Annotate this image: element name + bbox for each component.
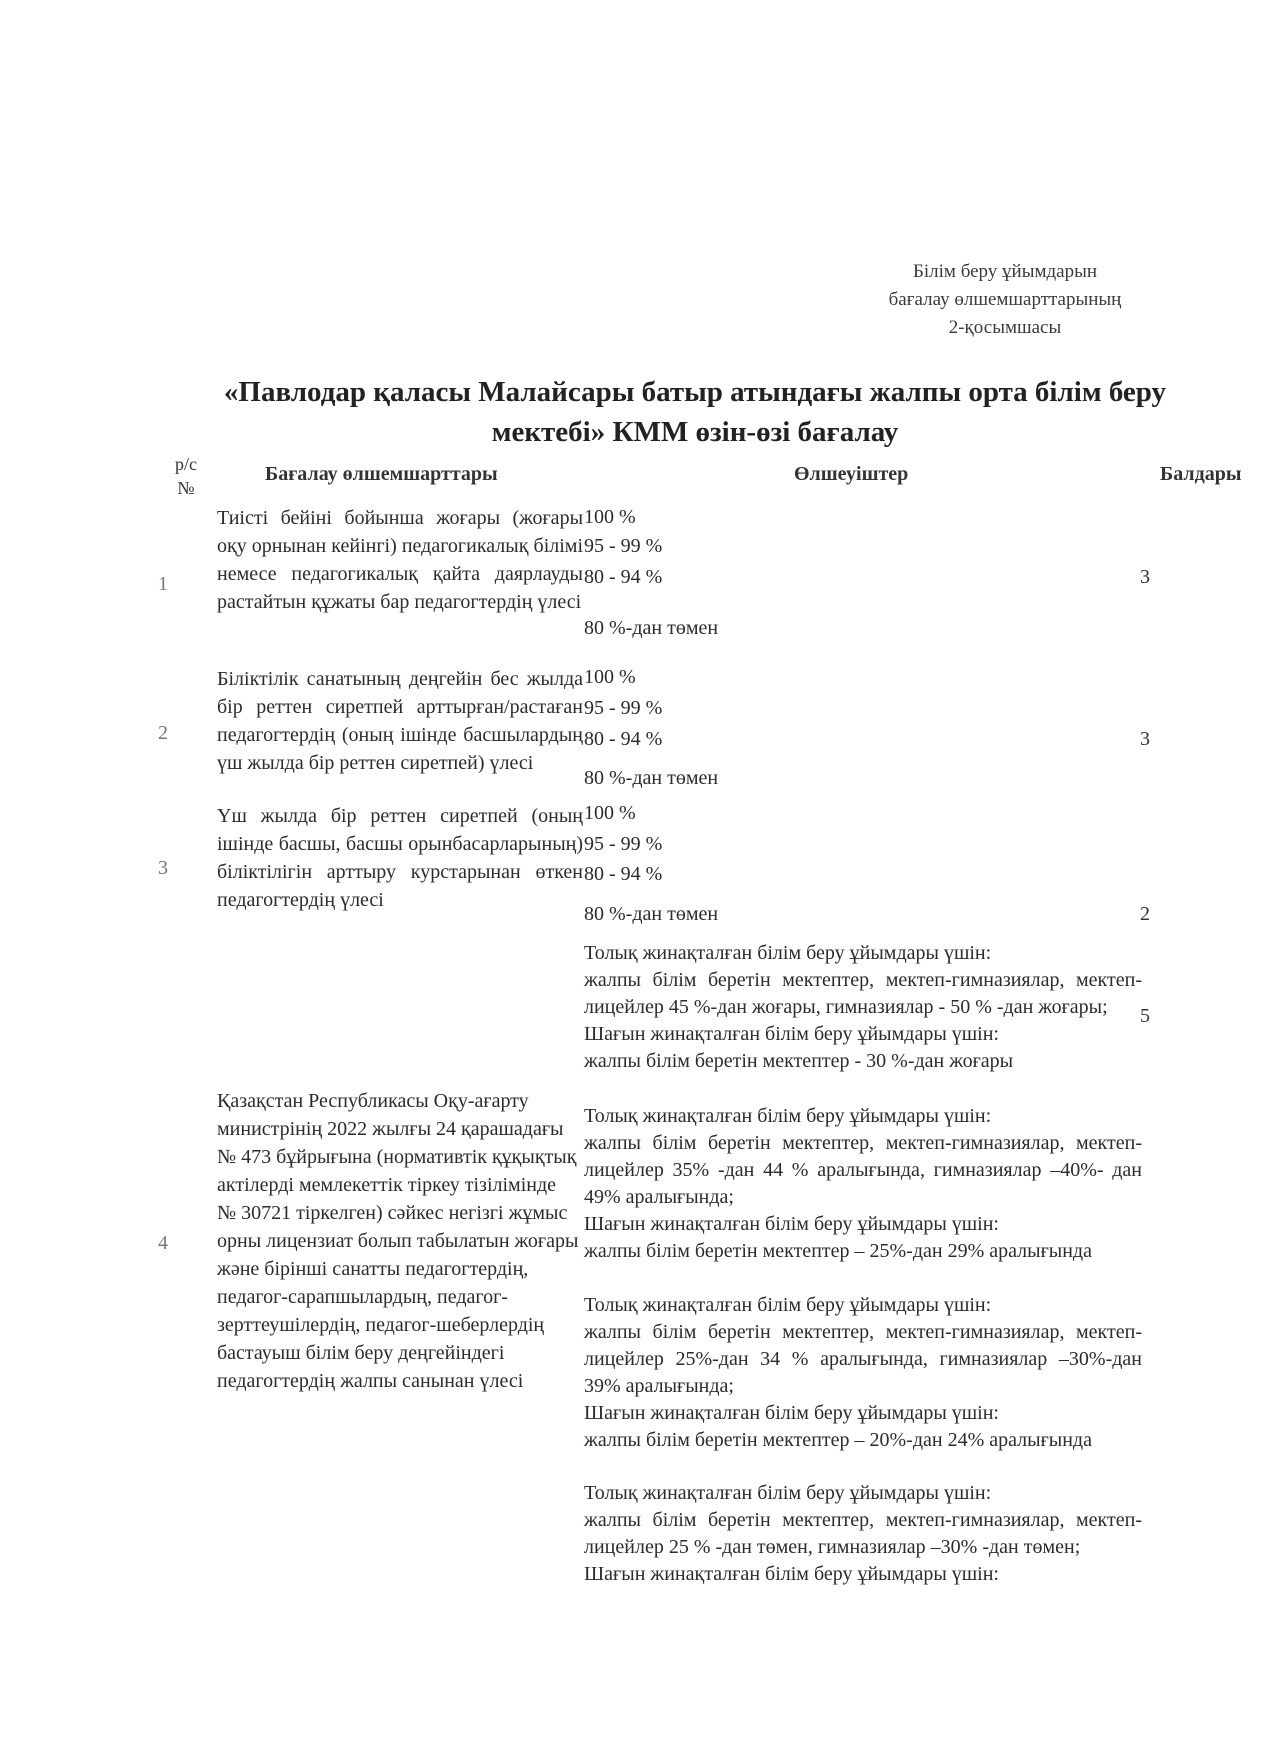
full-orgs-text: жалпы білім беретін мектептер, мектеп-гимназиялар, мектеп-лицейлер 35% -дан 44 % аралығында, гимназиялар –40%- дан 49% аралығында; xyxy=(584,1132,1142,1208)
full-orgs-label: Толық жинақталған білім беру ұйымдары үшін: xyxy=(584,942,992,964)
appendix-line-1: Білім беру ұйымдарын xyxy=(912,261,1098,282)
small-orgs-label: Шағын жинақталған білім беру ұйымдары үшін: xyxy=(584,1213,999,1235)
full-orgs-text: жалпы білім беретін мектептер, мектеп-гимназиялар, мектеп-лицейлер 25 % -дан төмен, гимназиялар –30% -дан төмен; xyxy=(584,1509,1142,1558)
header-measures: Өлшеуіштер xyxy=(794,463,909,485)
full-orgs-text: жалпы білім беретін мектептер, мектеп-гимназиялар, мектеп-лицейлер 25%-дан 34 % аралығында, гимназиялар –30%-дан 39% аралығында; xyxy=(584,1321,1142,1397)
measure-block xyxy=(584,1292,1142,1454)
appendix-line-2: бағалау өлшемшарттарының xyxy=(888,289,1122,310)
score-value: 5 xyxy=(1140,1005,1150,1027)
criterion-text: Тиісті бейіні бойынша жоғары (жоғары оқу орнынан кейінгі) педагогикалық білімі немесе педагогикалық қайта даярлауды растайтын құжаты бар педагогтердің үлесі xyxy=(217,507,583,613)
full-orgs-label: Толық жинақталған білім беру ұйымдары үшін: xyxy=(584,1482,992,1504)
measure-item: 80 - 94 % xyxy=(584,566,663,588)
title-line-1: «Павлодар қаласы Малайсары батыр атындағы жалпы орта білім беру xyxy=(223,376,1167,408)
appendix-line-3: 2-қосымшасы xyxy=(948,317,1062,338)
measure-item: 100 % xyxy=(584,506,636,528)
full-orgs-label: Толық жинақталған білім беру ұйымдары үшін: xyxy=(584,1294,992,1316)
criterion-text: Үш жылда бір реттен сиретпей (оның ішінде басшы, басшы орынбасарларының) біліктілігін арттыру курстарынан өткен педагогтердің үлесі xyxy=(217,805,583,911)
measure-item: 80 %-дан төмен xyxy=(584,903,719,925)
measure-item: 95 - 99 % xyxy=(584,535,663,557)
small-orgs-text: жалпы білім беретін мектептер - 30 %-дан жоғары xyxy=(584,1050,1014,1072)
full-orgs-label: Толық жинақталған білім беру ұйымдары үшін: xyxy=(584,1105,992,1127)
measure-block xyxy=(584,1103,1142,1265)
row-number: 3 xyxy=(158,857,168,879)
title-line-2: мектебі» КММ өзін-өзі бағалау xyxy=(491,416,899,448)
measure-item: 80 - 94 % xyxy=(584,863,663,885)
measure-item: 100 % xyxy=(584,666,636,688)
measure-item: 80 %-дан төмен xyxy=(584,767,719,789)
appendix-note xyxy=(855,258,1155,342)
page-title xyxy=(200,372,1190,452)
header-number-line-2: № xyxy=(177,478,195,498)
row-number: 2 xyxy=(158,722,168,744)
score-value: 2 xyxy=(1140,903,1150,925)
measure-item: 95 - 99 % xyxy=(584,697,663,719)
small-orgs-text: жалпы білім беретін мектептер – 20%-дан 24% аралығында xyxy=(584,1429,1092,1451)
small-orgs-text: жалпы білім беретін мектептер – 25%-дан 29% аралығында xyxy=(584,1240,1092,1262)
header-number xyxy=(166,452,206,500)
measure-item: 80 - 94 % xyxy=(584,728,663,750)
small-orgs-label: Шағын жинақталған білім беру ұйымдары үшін: xyxy=(584,1023,999,1045)
measure-item: 80 %-дан төмен xyxy=(584,617,719,639)
header-criteria: Бағалау өлшемшарттары xyxy=(265,463,498,485)
score-value: 3 xyxy=(1140,728,1150,750)
full-orgs-text: жалпы білім беретін мектептер, мектеп-гимназиялар, мектеп-лицейлер 45 %-дан жоғары, гимназиялар - 50 % -дан жоғары; xyxy=(584,969,1142,1018)
criterion-text: Қазақстан Республикасы Оқу-ағарту министрінің 2022 жылғы 24 қарашадағы № 473 бұйрығына (нормативтік құқықтық актілерді мемлекеттік тіркеу тізілімінде № 30721 тіркелген) сәйкес негізгі жұмыс орны лицензиат болып табылатын жоғары және бірінші санатты педагогтердің, педагог-сарапшылардың, педагог-зерттеушілердің, педагог-шеберлердің бастауыш білім беру деңгейіндегі педагогтердің жалпы санынан үлесі xyxy=(217,1090,579,1392)
measure-block xyxy=(584,1480,1142,1588)
criterion-text: Біліктілік санатының деңгейін бес жылда бір реттен сиретпей арттырған/растаған педагогтердің (оның ішінде басшылардың үш жылда бір реттен сиретпей) үлесі xyxy=(217,668,583,774)
measure-item: 95 - 99 % xyxy=(584,833,663,855)
row-number: 1 xyxy=(158,573,168,595)
row-number: 4 xyxy=(158,1232,168,1254)
measure-block xyxy=(584,940,1142,1075)
small-orgs-label: Шағын жинақталған білім беру ұйымдары үшін: xyxy=(584,1563,999,1585)
score-value: 3 xyxy=(1140,566,1150,588)
header-score: Балдары xyxy=(1160,463,1242,485)
measure-item: 100 % xyxy=(584,802,636,824)
header-number-line-1: р/с xyxy=(175,454,197,474)
small-orgs-label: Шағын жинақталған білім беру ұйымдары үшін: xyxy=(584,1402,999,1424)
